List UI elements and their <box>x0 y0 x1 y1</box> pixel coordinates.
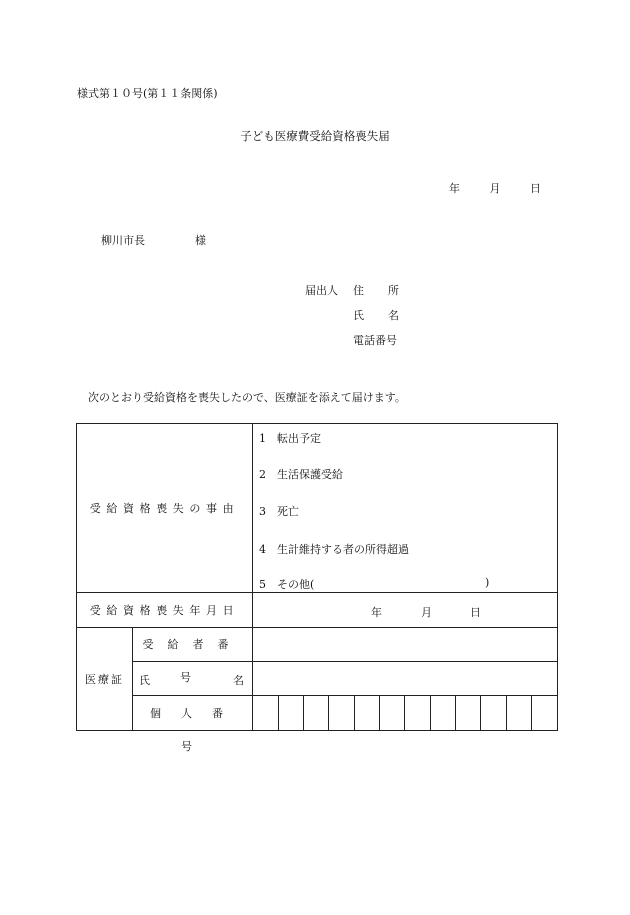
reason-label: 受給資格喪失の事由 <box>77 424 253 593</box>
document-title: 子ども医療費受給資格喪失届 <box>240 129 390 143</box>
recipient-number-label-cell <box>133 628 253 684</box>
cert-name-label-1: 氏 <box>139 674 150 687</box>
addressee <box>101 232 206 248</box>
digit-box[interactable] <box>430 696 455 730</box>
reason-cell[interactable] <box>253 424 558 593</box>
cert-name-label-2: 名 <box>233 674 244 687</box>
cert-name-input[interactable] <box>253 662 558 696</box>
date-day: 日 <box>530 182 541 195</box>
reason-other-close: ) <box>485 576 490 589</box>
reason-item-5[interactable]: 5 その他( ) <box>259 576 490 591</box>
loss-date-year: 年 <box>371 606 382 619</box>
digit-box[interactable] <box>278 696 303 730</box>
digit-box[interactable] <box>354 696 379 730</box>
digit-box[interactable] <box>481 696 506 730</box>
personal-number-label: 個人番号 <box>150 706 243 753</box>
digit-box[interactable] <box>380 696 405 730</box>
date-year: 年 <box>449 182 460 195</box>
digit-box[interactable] <box>329 696 354 730</box>
digit-box[interactable] <box>253 696 278 730</box>
phone-label: 電話番号 <box>353 334 397 347</box>
statement-text: 次のとおり受給資格を喪失したので、医療証を添えて届けます。 <box>88 391 406 404</box>
reason-item-1[interactable]: 1 転出予定 <box>259 432 321 445</box>
personal-number-digits <box>253 696 557 730</box>
digit-box[interactable] <box>532 696 557 730</box>
submission-date <box>449 180 541 196</box>
digit-box[interactable] <box>456 696 481 730</box>
name-label-1: 氏 <box>353 309 364 322</box>
reason-item-4[interactable]: 4 生計維持する者の所得超過 <box>259 543 409 556</box>
address-label-2: 所 <box>388 284 399 297</box>
loss-date-day: 日 <box>470 606 481 619</box>
recipient-number-label: 受給者番号 <box>142 638 243 684</box>
certificate-label: 医療証 <box>77 628 133 731</box>
digit-box[interactable] <box>506 696 531 730</box>
addressee-honorific: 様 <box>195 234 206 247</box>
digit-box[interactable] <box>304 696 329 730</box>
addressee-name: 柳川市長 <box>101 234 145 247</box>
recipient-number-input[interactable] <box>253 628 558 662</box>
loss-date-label: 受給資格喪失年月日 <box>77 593 253 628</box>
name-label-cell <box>133 662 253 696</box>
applicant-label: 届出人 <box>305 284 338 297</box>
form-number: 様式第１０号(第１１条関係) <box>77 87 218 100</box>
loss-form-table <box>76 423 558 753</box>
reason-item-2[interactable]: 2 生活保護受給 <box>259 468 343 481</box>
reason-item-3[interactable]: 3 死亡 <box>259 505 299 518</box>
personal-number-label-cell <box>133 696 253 753</box>
digit-box[interactable] <box>405 696 430 730</box>
date-month: 月 <box>489 182 501 195</box>
loss-date-month: 月 <box>421 606 432 619</box>
name-label-2: 名 <box>388 309 399 322</box>
loss-date-cell[interactable] <box>253 593 558 628</box>
address-label-1: 住 <box>353 284 364 297</box>
personal-number-input[interactable] <box>253 696 558 731</box>
